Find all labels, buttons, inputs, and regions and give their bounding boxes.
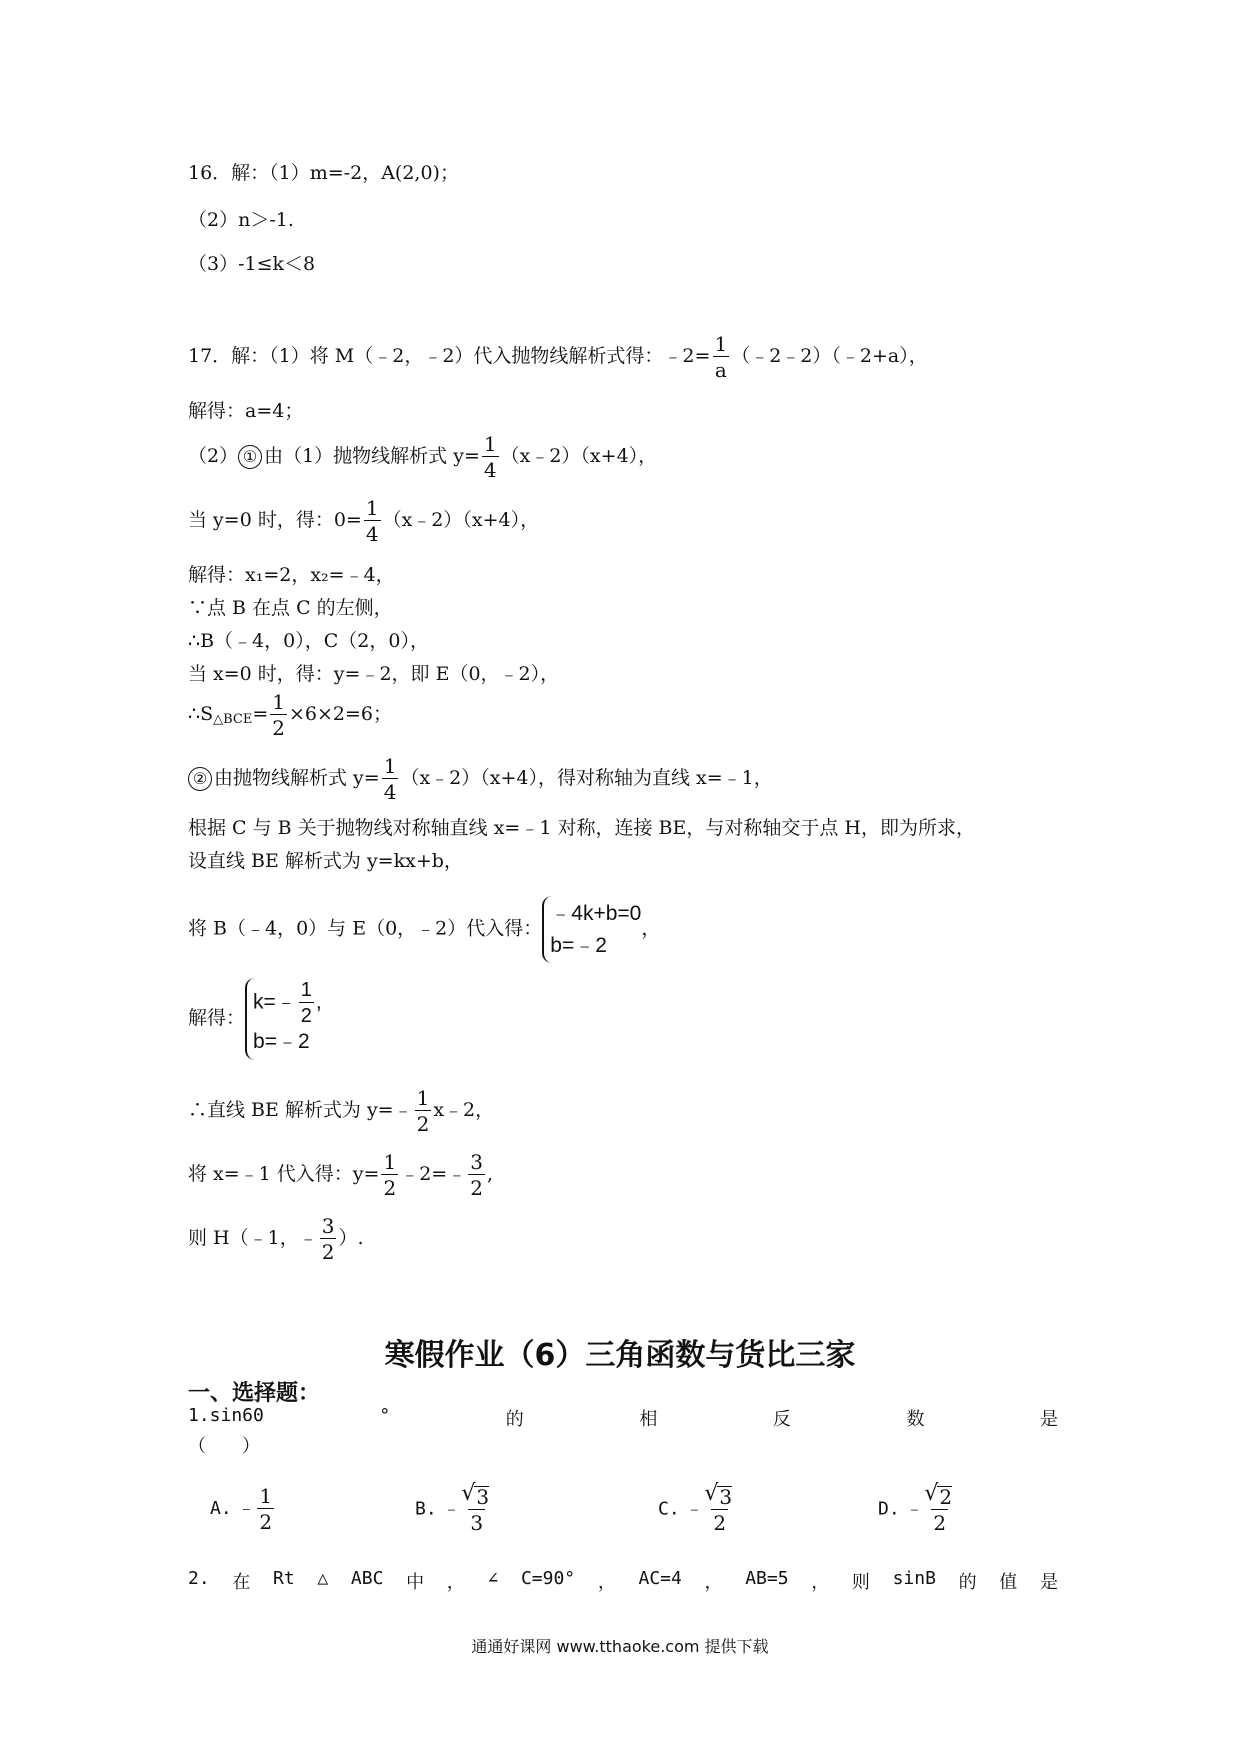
denominator: 4 xyxy=(383,780,397,804)
text: （2） xyxy=(188,445,239,467)
equation: b=﹣2 xyxy=(550,933,607,957)
section-heading: 一、选择题： xyxy=(188,1381,321,1406)
equation-system xyxy=(245,978,322,1060)
fraction xyxy=(257,1486,274,1532)
mc1-answer-paren: （ ） xyxy=(188,1436,260,1457)
q17-line-6: ∵点 B 在点 C 的左侧， xyxy=(188,597,393,619)
stem-word: 是 xyxy=(1039,1572,1058,1593)
stem-word: C=90° xyxy=(520,1568,576,1589)
fraction xyxy=(320,1216,337,1262)
subscript: △BCE xyxy=(213,712,253,727)
stem-word: 相 xyxy=(639,1409,658,1430)
stem-word: ∠ xyxy=(487,1568,499,1589)
q17-line-14 xyxy=(188,978,322,1060)
option-label: C. xyxy=(658,1498,680,1520)
q17-line-1 xyxy=(188,334,928,380)
numerator: 1 xyxy=(483,432,497,456)
fraction xyxy=(462,1486,491,1533)
denominator: 2 xyxy=(259,1510,273,1534)
text: ×6×2=6； xyxy=(289,703,393,725)
q17-line-9 xyxy=(188,692,392,738)
equation: b=﹣2 xyxy=(253,1030,310,1053)
denominator: 2 xyxy=(321,1240,335,1264)
page-footer: 通通好课网 www.tthaoke.com 提供下载 xyxy=(471,1637,769,1656)
sign: ﹣ xyxy=(685,1498,704,1520)
text: （﹣2﹣2）（﹣2+a）， xyxy=(731,345,928,367)
q17-line-12: 设直线 BE 解析式为 y=kx+b， xyxy=(188,850,463,872)
denominator: 2 xyxy=(470,1176,483,1200)
numerator: 1 xyxy=(300,979,312,1001)
mc1-stem xyxy=(188,1405,1058,1431)
text: 由（1）抛物线解析式 y= xyxy=(264,445,480,467)
mc1-option-d xyxy=(878,1486,956,1533)
text: ∴直线 BE 解析式为 y=﹣ xyxy=(188,1099,413,1121)
numerator: 1 xyxy=(416,1086,430,1110)
mc2-stem xyxy=(188,1568,1058,1594)
sign: ﹣ xyxy=(442,1498,461,1520)
text: 17．解：（1）将 M（﹣2，﹣2）代入抛物线解析式得：﹣2= xyxy=(188,345,711,367)
stem-word: ， xyxy=(446,1572,465,1593)
q16-line-1: 16．解：（1）m=-2，A(2,0)； xyxy=(188,162,459,184)
text: k=﹣ xyxy=(253,990,297,1014)
text: （x﹣2）（x+4），得对称轴为直线 x=﹣1， xyxy=(400,767,773,789)
stem-word: 中 xyxy=(406,1572,425,1593)
numerator: 1 xyxy=(259,1484,273,1508)
denominator: 2 xyxy=(416,1112,430,1136)
numerator xyxy=(462,1486,491,1509)
stem-word: ° xyxy=(379,1405,391,1426)
sqrt-radicand: √ 3 xyxy=(474,1486,489,1507)
stem-word: 是 xyxy=(1039,1409,1058,1430)
text: 则 H（﹣1，﹣ xyxy=(188,1227,318,1249)
stem-word: 的 xyxy=(505,1409,524,1430)
denominator: 4 xyxy=(365,522,379,546)
text: 当 y=0 时，得：0= xyxy=(188,509,362,531)
stem-word: ， xyxy=(811,1572,830,1593)
option-label: A. xyxy=(210,1498,232,1519)
q17-line-10 xyxy=(188,756,773,802)
equation xyxy=(253,980,322,1026)
denominator: 2 xyxy=(272,716,285,740)
text: x﹣2， xyxy=(433,1099,495,1121)
q17-line-4 xyxy=(188,498,539,544)
equation-system xyxy=(542,896,641,963)
stem-word: 则 xyxy=(851,1572,870,1593)
numerator xyxy=(925,1486,954,1509)
text: ∴S xyxy=(188,703,214,725)
numerator: 1 xyxy=(714,332,728,356)
text: 将 B（﹣4，0）与 E（0，﹣2）代入得： xyxy=(188,917,543,940)
circled-number: ② xyxy=(188,767,212,791)
stem-word: 值 xyxy=(999,1572,1018,1593)
q17-line-3 xyxy=(188,434,657,480)
stem-word: ， xyxy=(597,1572,616,1593)
mc1-option-c xyxy=(658,1486,736,1533)
text: 将 x=﹣1 代入得：y= xyxy=(188,1163,380,1185)
numerator: 3 xyxy=(470,1150,483,1174)
denominator: 3 xyxy=(470,1511,484,1535)
text: ﹣2=﹣ xyxy=(400,1163,467,1185)
q17-line-13 xyxy=(188,896,660,963)
fraction xyxy=(482,434,499,480)
sqrt-radicand: √ 2 xyxy=(937,1486,952,1507)
text: 由抛物线解析式 y= xyxy=(214,767,380,789)
stem-word: AB=5 xyxy=(745,1568,789,1589)
fraction xyxy=(705,1486,734,1533)
fraction xyxy=(925,1486,954,1533)
q17-line-5: 解得：x₁=2，x₂=﹣4， xyxy=(188,564,395,586)
fraction xyxy=(270,692,287,738)
denominator: 2 xyxy=(933,1511,947,1535)
numerator: 3 xyxy=(321,1214,335,1238)
fraction xyxy=(382,756,399,802)
q17-line-16 xyxy=(188,1152,493,1198)
equation: ﹣4k+b=0 xyxy=(550,902,642,925)
denominator: 2 xyxy=(299,1002,314,1026)
stem-word: 反 xyxy=(772,1409,791,1430)
q17-line-2: 解得：a=4； xyxy=(188,400,304,422)
text: （x﹣2）（x+4）， xyxy=(500,445,658,467)
stem-word: 在 xyxy=(232,1572,251,1593)
fraction xyxy=(299,980,314,1026)
numerator: 1 xyxy=(365,496,379,520)
text: （x﹣2）（x+4）， xyxy=(382,509,540,531)
stem-word: AC=4 xyxy=(638,1568,682,1589)
sqrt-radicand: √ 3 xyxy=(717,1486,732,1507)
fraction xyxy=(712,334,729,380)
stem-word: 1.sin60 xyxy=(188,1405,264,1426)
stem-word: ABC xyxy=(350,1568,384,1589)
numerator xyxy=(705,1486,734,1509)
q16-line-2: （2）n＞-1. xyxy=(188,209,294,231)
stem-word: 数 xyxy=(906,1409,925,1430)
q17-line-7: ∴B（﹣4，0），C（2，0）， xyxy=(188,630,429,652)
denominator: 4 xyxy=(483,458,497,482)
sign: ﹣ xyxy=(237,1498,256,1519)
text: ， xyxy=(641,917,661,940)
numerator: 1 xyxy=(272,690,285,714)
stem-word: ， xyxy=(704,1572,723,1593)
mc1-option-b xyxy=(415,1486,493,1533)
mc1-option-a xyxy=(210,1486,276,1532)
q17-line-17 xyxy=(188,1216,363,1262)
numerator: 1 xyxy=(383,754,397,778)
option-label: B. xyxy=(415,1498,437,1520)
stem-word: △ xyxy=(317,1568,329,1589)
fraction xyxy=(381,1152,398,1198)
circled-number: ① xyxy=(238,445,262,469)
numerator: 1 xyxy=(383,1150,397,1174)
stem-word: sinB xyxy=(892,1568,936,1589)
q17-line-11: 根据 C 与 B 关于抛物线对称轴直线 x=﹣1 对称，连接 BE，与对称轴交于点 H，即为所求， xyxy=(188,817,975,839)
fraction xyxy=(364,498,381,544)
text: 解得： xyxy=(188,1006,246,1029)
denominator: 2 xyxy=(383,1176,397,1200)
stem-word: 的 xyxy=(958,1572,977,1593)
sign: ﹣ xyxy=(905,1498,924,1520)
denominator: a xyxy=(714,358,727,382)
page-title: 寒假作业（6）三角函数与货比三家 xyxy=(384,1338,856,1373)
denominator: 2 xyxy=(713,1511,727,1535)
stem-word: 2. xyxy=(188,1568,210,1589)
text: ）. xyxy=(338,1227,364,1249)
q17-line-15 xyxy=(188,1088,494,1134)
q17-line-8: 当 x=0 时，得：y=﹣2，即 E（0，﹣2）， xyxy=(188,663,560,685)
text: , xyxy=(486,1163,493,1185)
q16-line-3: （3）-1≤k＜8 xyxy=(188,253,316,275)
text: = xyxy=(252,703,269,725)
option-label: D. xyxy=(878,1498,900,1520)
text: , xyxy=(315,990,322,1014)
fraction xyxy=(415,1088,432,1134)
stem-word: Rt xyxy=(273,1568,295,1589)
fraction xyxy=(468,1152,485,1198)
